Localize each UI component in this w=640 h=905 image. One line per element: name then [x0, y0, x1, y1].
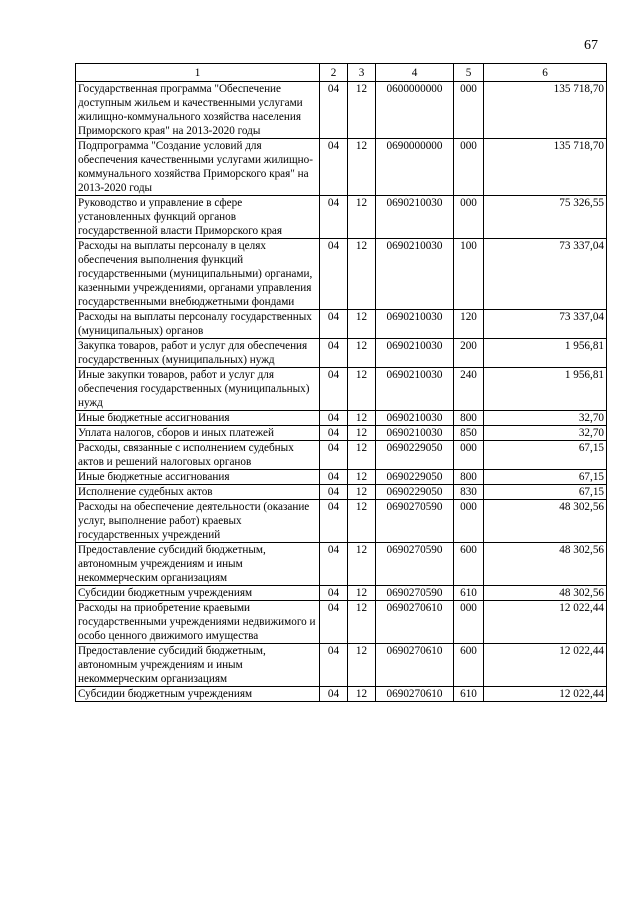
- row-col3-cell: 12: [348, 687, 376, 702]
- table-row: [76, 411, 607, 426]
- table-row: [76, 485, 607, 500]
- row-col4-cell: 0690000000: [376, 139, 454, 196]
- table-row: [76, 339, 607, 368]
- row-col2-cell: 04: [320, 310, 348, 339]
- row-col3-cell: 12: [348, 601, 376, 644]
- row-col5-cell: 830: [454, 485, 484, 500]
- row-name-cell: Иные закупки товаров, работ и услуг для обеспечения государственных (муниципальных) нужд: [76, 368, 320, 411]
- row-name-cell: Предоставление субсидий бюджетным, автономным учреждениям и иным некоммерческим организациям: [76, 543, 320, 586]
- row-sum-cell: 48 302,56: [484, 500, 607, 543]
- row-col3-cell: 12: [348, 500, 376, 543]
- row-sum-cell: 75 326,55: [484, 196, 607, 239]
- row-col4-cell: 0600000000: [376, 82, 454, 139]
- row-col5-cell: 000: [454, 601, 484, 644]
- row-col3-cell: 12: [348, 310, 376, 339]
- row-col2-cell: 04: [320, 368, 348, 411]
- row-sum-cell: 12 022,44: [484, 601, 607, 644]
- header-col-5: 5: [454, 64, 484, 82]
- row-col2-cell: 04: [320, 411, 348, 426]
- row-col4-cell: 0690210030: [376, 426, 454, 441]
- table-row: [76, 601, 607, 644]
- row-col5-cell: 000: [454, 139, 484, 196]
- row-col5-cell: 240: [454, 368, 484, 411]
- row-col4-cell: 0690210030: [376, 239, 454, 310]
- table-body: [76, 82, 607, 702]
- table-row: [76, 441, 607, 470]
- row-col4-cell: 0690270590: [376, 586, 454, 601]
- table-row: [76, 687, 607, 702]
- row-col4-cell: 0690229050: [376, 441, 454, 470]
- row-sum-cell: 48 302,56: [484, 543, 607, 586]
- row-col5-cell: 000: [454, 196, 484, 239]
- budget-table: [75, 63, 607, 702]
- row-col3-cell: 12: [348, 426, 376, 441]
- header-col-3: 3: [348, 64, 376, 82]
- row-col5-cell: 610: [454, 687, 484, 702]
- header-col-4: 4: [376, 64, 454, 82]
- row-col2-cell: 04: [320, 441, 348, 470]
- table-row: [76, 310, 607, 339]
- table-row: [76, 543, 607, 586]
- row-sum-cell: 135 718,70: [484, 139, 607, 196]
- row-name-cell: Уплата налогов, сборов и иных платежей: [76, 426, 320, 441]
- row-name-cell: Иные бюджетные ассигнования: [76, 411, 320, 426]
- row-col3-cell: 12: [348, 239, 376, 310]
- row-col3-cell: 12: [348, 368, 376, 411]
- row-col2-cell: 04: [320, 339, 348, 368]
- row-col3-cell: 12: [348, 82, 376, 139]
- row-col3-cell: 12: [348, 485, 376, 500]
- row-col3-cell: 12: [348, 644, 376, 687]
- row-col2-cell: 04: [320, 239, 348, 310]
- row-col3-cell: 12: [348, 196, 376, 239]
- row-col2-cell: 04: [320, 82, 348, 139]
- row-col4-cell: 0690210030: [376, 339, 454, 368]
- header-col-2: 2: [320, 64, 348, 82]
- header-col-1: 1: [76, 64, 320, 82]
- row-col2-cell: 04: [320, 601, 348, 644]
- row-col2-cell: 04: [320, 139, 348, 196]
- row-col2-cell: 04: [320, 196, 348, 239]
- row-name-cell: Подпрограмма "Создание условий для обеспечения качественными услугами жилищно-коммунального хозяйства Приморского края" на 2013-2020 годы: [76, 139, 320, 196]
- row-sum-cell: 12 022,44: [484, 687, 607, 702]
- row-col2-cell: 04: [320, 470, 348, 485]
- row-sum-cell: 32,70: [484, 426, 607, 441]
- page-number: 67: [584, 38, 598, 53]
- row-col4-cell: 0690210030: [376, 196, 454, 239]
- row-col4-cell: 0690270590: [376, 500, 454, 543]
- row-name-cell: Руководство и управление в сфере установленных функций органов государственной власти Приморского края: [76, 196, 320, 239]
- row-col4-cell: 0690229050: [376, 485, 454, 500]
- row-name-cell: Закупка товаров, работ и услуг для обеспечения государственных (муниципальных) нужд: [76, 339, 320, 368]
- row-col5-cell: 600: [454, 543, 484, 586]
- row-sum-cell: 1 956,81: [484, 339, 607, 368]
- row-sum-cell: 73 337,04: [484, 310, 607, 339]
- row-sum-cell: 135 718,70: [484, 82, 607, 139]
- row-col2-cell: 04: [320, 586, 348, 601]
- table-row: [76, 470, 607, 485]
- row-col3-cell: 12: [348, 139, 376, 196]
- row-name-cell: Расходы на приобретение краевыми государственными учреждениями недвижимого и особо ценного движимого имущества: [76, 601, 320, 644]
- row-sum-cell: 73 337,04: [484, 239, 607, 310]
- row-col2-cell: 04: [320, 644, 348, 687]
- row-col4-cell: 0690270610: [376, 601, 454, 644]
- table-row: [76, 586, 607, 601]
- row-sum-cell: 32,70: [484, 411, 607, 426]
- row-col5-cell: 100: [454, 239, 484, 310]
- row-name-cell: Расходы на выплаты персоналу государственных (муниципальных) органов: [76, 310, 320, 339]
- row-col5-cell: 000: [454, 500, 484, 543]
- table-row: [76, 196, 607, 239]
- row-col4-cell: 0690210030: [376, 368, 454, 411]
- header-col-6: 6: [484, 64, 607, 82]
- table-row: [76, 139, 607, 196]
- row-col4-cell: 0690210030: [376, 310, 454, 339]
- row-sum-cell: 67,15: [484, 485, 607, 500]
- row-name-cell: Иные бюджетные ассигнования: [76, 470, 320, 485]
- row-col2-cell: 04: [320, 500, 348, 543]
- row-name-cell: Субсидии бюджетным учреждениям: [76, 687, 320, 702]
- row-name-cell: Расходы на обеспечение деятельности (оказание услуг, выполнение работ) краевых государственных учреждений: [76, 500, 320, 543]
- row-col5-cell: 600: [454, 644, 484, 687]
- row-sum-cell: 48 302,56: [484, 586, 607, 601]
- row-sum-cell: 1 956,81: [484, 368, 607, 411]
- row-name-cell: Субсидии бюджетным учреждениям: [76, 586, 320, 601]
- row-col5-cell: 000: [454, 82, 484, 139]
- row-col2-cell: 04: [320, 543, 348, 586]
- table-row: [76, 82, 607, 139]
- row-col2-cell: 04: [320, 687, 348, 702]
- row-col2-cell: 04: [320, 485, 348, 500]
- row-sum-cell: 67,15: [484, 441, 607, 470]
- row-col4-cell: 0690210030: [376, 411, 454, 426]
- row-col5-cell: 800: [454, 470, 484, 485]
- row-col5-cell: 000: [454, 441, 484, 470]
- row-col5-cell: 200: [454, 339, 484, 368]
- row-name-cell: Исполнение судебных актов: [76, 485, 320, 500]
- row-sum-cell: 67,15: [484, 470, 607, 485]
- row-col2-cell: 04: [320, 426, 348, 441]
- table-row: [76, 239, 607, 310]
- row-col4-cell: 0690270610: [376, 644, 454, 687]
- table-row: [76, 426, 607, 441]
- row-col3-cell: 12: [348, 470, 376, 485]
- row-name-cell: Расходы на выплаты персоналу в целях обеспечения выполнения функций государственными (муниципальными) органами, казенными учреждениями, органами управления государственными внебюджетными фондами: [76, 239, 320, 310]
- row-col4-cell: 0690229050: [376, 470, 454, 485]
- row-col3-cell: 12: [348, 543, 376, 586]
- row-col3-cell: 12: [348, 586, 376, 601]
- row-col3-cell: 12: [348, 411, 376, 426]
- row-col5-cell: 800: [454, 411, 484, 426]
- row-col5-cell: 120: [454, 310, 484, 339]
- row-col4-cell: 0690270610: [376, 687, 454, 702]
- row-name-cell: Предоставление субсидий бюджетным, автономным учреждениям и иным некоммерческим организациям: [76, 644, 320, 687]
- row-col5-cell: 850: [454, 426, 484, 441]
- header-row: [76, 64, 607, 82]
- row-col5-cell: 610: [454, 586, 484, 601]
- table-row: [76, 500, 607, 543]
- table-row: [76, 368, 607, 411]
- table-row: [76, 644, 607, 687]
- row-col3-cell: 12: [348, 339, 376, 368]
- row-name-cell: Расходы, связанные с исполнением судебных актов и решений налоговых органов: [76, 441, 320, 470]
- row-name-cell: Государственная программа "Обеспечение доступным жильем и качественными услугами жилищно-коммунального хозяйства населения Приморского края" на 2013-2020 годы: [76, 82, 320, 139]
- row-sum-cell: 12 022,44: [484, 644, 607, 687]
- row-col4-cell: 0690270590: [376, 543, 454, 586]
- row-col3-cell: 12: [348, 441, 376, 470]
